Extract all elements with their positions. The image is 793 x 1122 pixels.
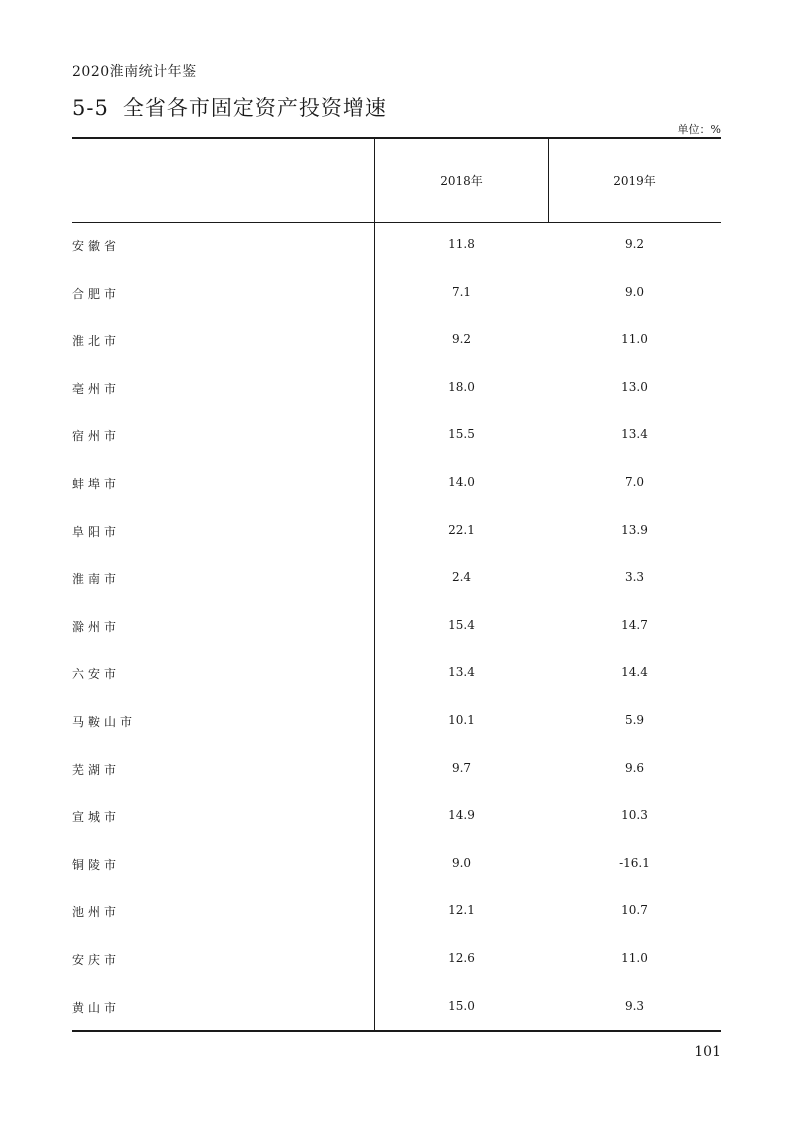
value-2018: 18.0 bbox=[448, 379, 475, 394]
region-name: 宿州市 bbox=[72, 429, 121, 444]
region-name: 宣城市 bbox=[72, 810, 121, 825]
yearbook-title: 2020淮南统计年鉴 bbox=[72, 64, 197, 80]
value-2019: 11.0 bbox=[621, 950, 648, 965]
table-body bbox=[72, 223, 721, 1032]
region-name: 安徽省 bbox=[72, 239, 121, 253]
table-row bbox=[72, 271, 721, 319]
investment-growth-table bbox=[72, 137, 721, 1032]
value-2019: 14.4 bbox=[621, 665, 648, 680]
value-2018: 14.9 bbox=[448, 808, 475, 823]
table-row bbox=[72, 461, 721, 509]
value-2018: 7.1 bbox=[451, 284, 472, 299]
region-name: 淮北市 bbox=[72, 334, 121, 349]
table-row bbox=[72, 366, 721, 414]
region-name: 黄山市 bbox=[72, 1000, 121, 1015]
value-2018: 14.0 bbox=[448, 474, 475, 489]
value-2018: 12.6 bbox=[448, 950, 475, 965]
region-name: 亳州市 bbox=[72, 381, 121, 396]
region-name: 芜湖市 bbox=[72, 762, 121, 777]
page-number: 101 bbox=[694, 1044, 721, 1060]
region-name: 马鞍山市 bbox=[72, 714, 137, 729]
column-header-2019: 2019年 bbox=[613, 174, 656, 188]
value-2018: 2.4 bbox=[451, 570, 472, 585]
table-number: 5-5 bbox=[72, 96, 109, 120]
value-2019: 5.9 bbox=[624, 712, 645, 727]
table-row bbox=[72, 937, 721, 985]
table-row bbox=[72, 747, 721, 795]
value-2019: 10.3 bbox=[621, 808, 648, 823]
value-2019: 14.7 bbox=[621, 617, 648, 632]
table-row bbox=[72, 889, 721, 937]
table-row bbox=[72, 509, 721, 557]
value-2019: 13.4 bbox=[621, 427, 648, 442]
table-title-text: 全省各市固定资产投资增速 bbox=[122, 96, 387, 120]
table-row bbox=[72, 794, 721, 842]
value-2019: 7.0 bbox=[624, 474, 645, 489]
value-2019: 13.9 bbox=[621, 522, 648, 537]
region-name: 池州市 bbox=[72, 905, 121, 920]
unit-label: 单位：% bbox=[677, 123, 721, 136]
value-2018: 10.1 bbox=[448, 712, 475, 727]
value-2019: 9.2 bbox=[624, 237, 645, 251]
value-2019: 10.7 bbox=[621, 903, 648, 918]
table-row bbox=[72, 223, 721, 271]
value-2018: 12.1 bbox=[448, 903, 475, 918]
region-name: 淮南市 bbox=[72, 572, 121, 587]
table-header-row bbox=[72, 139, 721, 223]
region-name: 安庆市 bbox=[72, 952, 121, 967]
value-2018: 9.0 bbox=[451, 855, 472, 870]
value-2018: 11.8 bbox=[448, 237, 475, 251]
value-2018: 22.1 bbox=[448, 522, 475, 537]
table-row bbox=[72, 651, 721, 699]
value-2019: 9.3 bbox=[624, 998, 645, 1013]
region-name: 六安市 bbox=[72, 667, 121, 682]
value-2018: 15.4 bbox=[448, 617, 475, 632]
value-2019: 3.3 bbox=[624, 570, 645, 585]
value-2019: 13.0 bbox=[621, 379, 648, 394]
value-2018: 15.5 bbox=[448, 427, 475, 442]
region-name: 滁州市 bbox=[72, 619, 121, 634]
region-name: 蚌埠市 bbox=[72, 476, 121, 491]
table-title bbox=[72, 92, 387, 122]
region-name: 铜陵市 bbox=[72, 857, 121, 872]
value-2018: 15.0 bbox=[448, 998, 475, 1013]
table-row bbox=[72, 842, 721, 890]
table-row bbox=[72, 556, 721, 604]
value-2018: 9.7 bbox=[451, 760, 472, 775]
table-row bbox=[72, 318, 721, 366]
table-row bbox=[72, 985, 721, 1033]
header-column-divider bbox=[548, 139, 549, 223]
value-2018: 9.2 bbox=[451, 332, 472, 347]
value-2019: -16.1 bbox=[619, 855, 650, 870]
table-row bbox=[72, 604, 721, 652]
region-name: 合肥市 bbox=[72, 286, 121, 301]
column-header-2018: 2018年 bbox=[440, 174, 483, 188]
region-name: 阜阳市 bbox=[72, 524, 121, 539]
value-2019: 9.0 bbox=[624, 284, 645, 299]
value-2019: 9.6 bbox=[624, 760, 645, 775]
table-row bbox=[72, 413, 721, 461]
value-2018: 13.4 bbox=[448, 665, 475, 680]
table-row bbox=[72, 699, 721, 747]
value-2019: 11.0 bbox=[621, 332, 648, 347]
